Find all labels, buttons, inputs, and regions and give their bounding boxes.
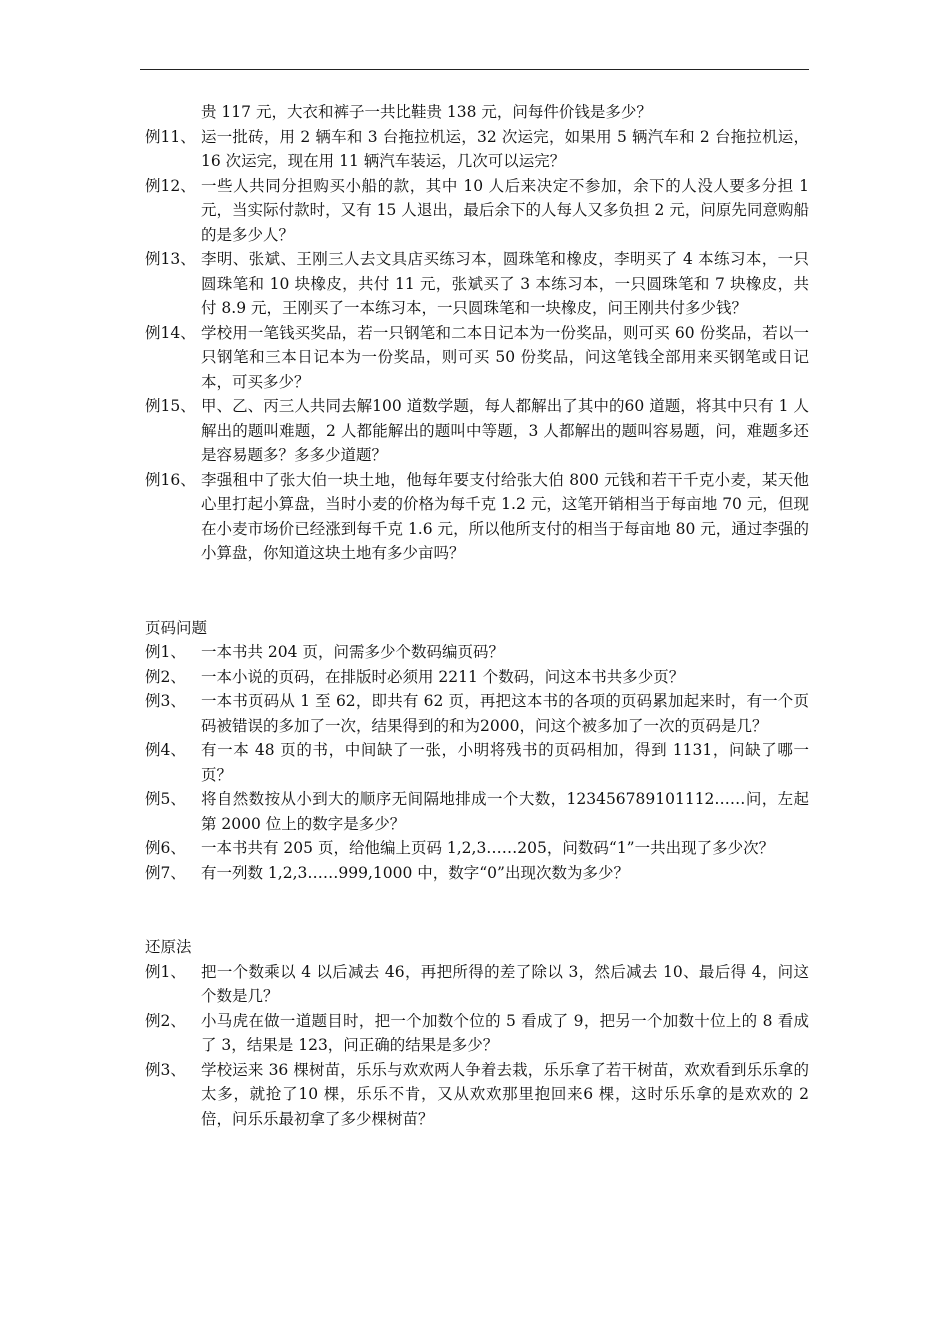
problem-label: 例16、: [145, 470, 196, 489]
problem-label: 例1、: [145, 643, 186, 661]
list-item: [145, 468, 809, 566]
section-title-page-numbers: 页码问题: [145, 618, 208, 637]
section-gap: [145, 885, 809, 935]
document-body: [145, 100, 809, 1131]
problem-list-section1: [145, 125, 809, 566]
list-item: [145, 321, 809, 395]
list-item: [145, 689, 809, 738]
section-title-reverse-method: 还原法: [145, 938, 192, 956]
problem-text: 一些人共同分担购买小船的款，其中 10 人后来决定不参加，余下的人没人要多分担 1 元，当实际付款时，又有 15 人退出，最后余下的人每人又多负担 2 元，问原先同意购船的是多少人？: [201, 176, 809, 244]
problem-text: 小马虎在做一道题目时，把一个加数个位的 5 看成了 9，把另一个加数十位上的 8 看成了 3，结果是 123，问正确的结果是多少？: [201, 1011, 809, 1054]
problem-text: 把一个数乘以 4 以后减去 46，再把所得的差了除以 3，然后减去 10、最后得 4，问这个数是几？: [201, 962, 809, 1005]
problem-text: 李明、张斌、王刚三人去文具店买练习本，圆珠笔和橡皮，李明买了 4 本练习本，一只圆珠笔和 10 块橡皮，共付 11 元，张斌买了 3 本练习本，一只圆珠笔和 7 块橡皮，共付 8.9 元，王刚买了一本练习本，一只圆珠笔和一块橡皮，问王刚共付多少钱？: [201, 250, 809, 317]
list-item: [145, 174, 809, 248]
list-item: [145, 861, 809, 886]
problem-text: 李强租中了张大伯一块土地，他每年要支付给张大伯 800 元钱和若干千克小麦，某天他心里打起小算盘，当时小麦的价格为每千克 1.2 元，这笔开销相当于每亩地 70 元，但现在小麦市场价已经涨到每千克 1.6 元，所以他所支付的相当于每亩地 80 元，通过李强的小算盘，你知道这块土地有多少亩吗？: [201, 470, 809, 562]
problem-text: 一本书共 204 页，问需多少个数码编页码？: [201, 643, 504, 661]
section-gap: [145, 566, 809, 616]
problem-text: 一本书页码从 1 至 62，即共有 62 页，再把这本书的各项的页码累加起来时，有一个页码被错误的多加了一次，结果得到的和为2000，问这个被多加了一次的页码是几？: [201, 692, 809, 735]
problem-text: 甲、乙、丙三人共同去解100 道数学题，每人都解出了其中的60 道题，将其中只有 1 人解出的题叫难题，2 人都能解出的题叫中等题，3 人都解出的题叫容易题，问，难题多还是容易题多？多多少道题？: [201, 397, 809, 464]
problem-label: 例12、: [145, 176, 196, 195]
list-item: [145, 738, 809, 787]
list-item: [145, 640, 809, 665]
problem-label: 例14、: [145, 323, 196, 342]
header-rule: [140, 69, 809, 70]
list-item: [145, 1009, 809, 1058]
problem-label: 例3、: [145, 692, 186, 710]
problem-text: 运一批砖，用 2 辆车和 3 台拖拉机运，32 次运完，如果用 5 辆汽车和 2 台拖拉机运，16 次运完，现在用 11 辆汽车装运，几次可以运完？: [201, 127, 809, 170]
problem-label: 例1、: [145, 962, 186, 981]
problem-label: 例4、: [145, 741, 186, 759]
problem-label: 例2、: [145, 1011, 186, 1030]
problem-text: 有一本 48 页的书，中间缺了一张，小明将残书的页码相加，得到 1131，问缺了哪一页？: [201, 741, 809, 784]
problem-list-section3: [145, 960, 809, 1132]
list-item: [145, 247, 809, 321]
problem-label: 例15、: [145, 397, 196, 415]
problem-label: 例7、: [145, 863, 186, 882]
problem-text: 学校用一笔钱买奖品，若一只钢笔和二本日记本为一份奖品，则可买 60 份奖品，若以一只钢笔和三本日记本为一份奖品，则可买 50 份奖品，问这笔钱全部用来买钢笔或日记本，可买多少？: [201, 323, 809, 391]
problem-label: 例3、: [145, 1060, 186, 1079]
problem-text: 一本小说的页码，在排版时必须用 2211 个数码，问这本书共多少页？: [201, 667, 685, 686]
problem-label: 例11、: [145, 127, 196, 146]
problem-list-section2: [145, 640, 809, 885]
list-item: [145, 960, 809, 1009]
list-item: [145, 125, 809, 174]
continued-text: 贵 117 元，大衣和裤子一共比鞋贵 138 元，问每件价钱是多少？: [201, 103, 652, 121]
problem-text: 学校运来 36 棵树苗，乐乐与欢欢两人争着去栽，乐乐拿了若干树苗，欢欢看到乐乐拿的太多，就抢了10 棵，乐乐不肯，又从欢欢那里抱回来6 棵，这时乐乐拿的是欢欢的 2 倍，问乐乐最初拿了多少棵树苗？: [201, 1060, 809, 1128]
problem-label: 例2、: [145, 667, 186, 686]
list-item: [145, 394, 809, 468]
list-item: [145, 836, 809, 861]
problem-label: 例13、: [145, 250, 196, 268]
list-item: [145, 1058, 809, 1132]
problem-label: 例6、: [145, 839, 186, 857]
problem-text: 一本书共有 205 页，给他编上页码 1,2,3……205，问数码“1”一共出现了多少次？: [201, 839, 775, 857]
problem-text: 有一列数 1,2,3……999,1000 中，数字“0”出现次数为多少？: [201, 863, 629, 882]
list-item: [145, 787, 809, 836]
problem-label: 例5、: [145, 790, 186, 808]
list-item: [145, 665, 809, 690]
problem-text: 将自然数按从小到大的顺序无间隔地排成一个大数，123456789101112……问，左起第 2000 位上的数字是多少？: [201, 790, 809, 833]
